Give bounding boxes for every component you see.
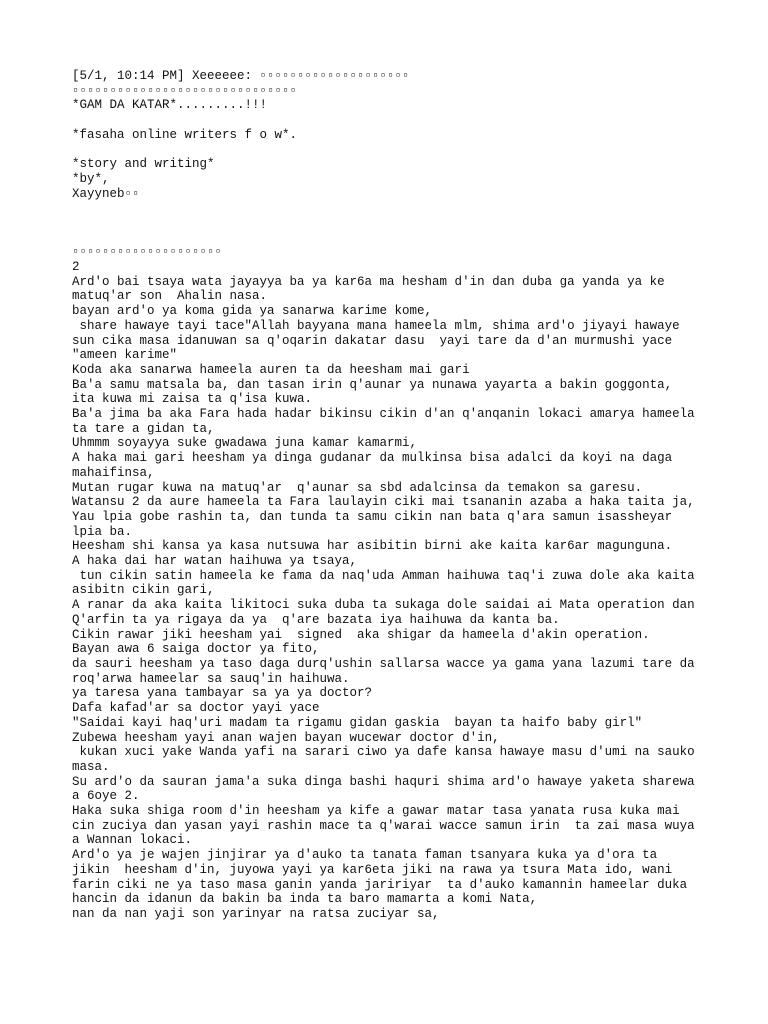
body-line: Bayan awa 6 saiga doctor ya fito, <box>72 642 320 657</box>
document-body <box>72 245 708 936</box>
body-line: cin zuciya dan yasan yayi rashin mace ta q'warai wacce samun irin ta zai masa wuya <box>72 818 695 833</box>
body-line: roq'arwa hameelar sa sauq'in haihuwa. <box>72 671 350 686</box>
body-line: Zubewa heesham yayi anan wajen bayan wucewar doctor d'in, <box>72 730 500 745</box>
document-page <box>72 69 708 936</box>
body-line: a Wannan lokaci. <box>72 833 193 848</box>
chapter-number: 2 <box>72 260 80 274</box>
body-line: farin ciki ne ya taso masa ganin yanda jaririyar ta d'auko kamannin hameelar duka <box>72 877 688 892</box>
body-line: Koda aka sanarwa hameela auren ta da heesham mai gari <box>72 362 470 377</box>
by-label: *by*, <box>72 171 110 186</box>
story-title: *GAM DA KATAR*.........!!! <box>72 98 268 113</box>
section-gap <box>72 201 708 245</box>
body-line: matuq'ar son Ahalin nasa. <box>72 289 268 304</box>
body-line: a 6oye 2. <box>72 789 140 804</box>
body-line: asibitn cikin gari, <box>72 583 215 598</box>
body-line: "Saidai kayi haq'uri madam ta rigamu gidan gaskia bayan ta haifo baby girl" <box>72 715 643 730</box>
body-line: Mutan rugar kuwa na matuq'ar q'aunar sa sbd adalcinsa da temakon sa garesu. <box>72 480 643 495</box>
body-line: masa. <box>72 759 110 774</box>
body-line: mahaifinsa, <box>72 465 155 480</box>
body-line: Ard'o ya je wajen jinjirar ya d'auko ta tanata faman tsanyara kuka ya d'ora ta <box>72 848 658 863</box>
body-line: Haka suka shiga room d'in heesham ya kife a gawar matar tasa yanata rusa kuka mai <box>72 804 680 819</box>
body-line: hancin da idanun da bakin ba inda ta baro mamarta a komi Nata, <box>72 892 538 907</box>
body-line: da sauri heesham ya taso daga durq'ushin sallarsa wacce ya gama yana lazumi tare da <box>72 656 695 671</box>
body-line: lpia ba. <box>72 524 133 539</box>
body-line: Cikin rawar jiki heesham yai signed aka shigar da hameela d'akin operation. <box>72 627 650 642</box>
body-line: A haka mai gari heesham ya dinga gudanar da mulkinsa bisa adalci da koyi na daga <box>72 451 673 466</box>
body-line: A ranar da aka kaita likitoci suka duba ta sukaga dole saidai ai Mata operation dan <box>72 598 695 613</box>
story-and-writing: *story and writing* <box>72 157 215 172</box>
body-line: ya taresa yana tambayar sa ya ya doctor? <box>72 686 373 701</box>
body-line: Q'arfin ta ya rigaya da ya q'are bazata iya haihuwa da kanta ba. <box>72 612 560 627</box>
body-line: sun cika masa idanuwan sa q'oqarin dakatar dasu yayi tare da d'an murmushi yace <box>72 333 673 348</box>
body-line: "ameen karime" <box>72 348 178 363</box>
body-line: bayan ard'o ya koma gida ya sanarwa karime kome, <box>72 304 433 319</box>
body-line: Ard'o bai tsaya wata jayayya ba ya kar6a ma hesham d'in dan duba ga yanda ya ke <box>72 274 665 289</box>
body-line: Dafa kafad'ar sa doctor yayi yace <box>72 701 320 716</box>
body-line: Ba'a samu matsala ba, dan tasan irin q'aunar ya nunawa yayarta a bakin goggonta, <box>72 377 673 392</box>
body-line: ta tare a gidan ta, <box>72 421 215 436</box>
body-line <box>72 922 708 937</box>
body-line: jikin heesham d'in, juyowa yayi ya kar6eta jiki na rawa ya tsura Mata ido, wani <box>72 862 673 877</box>
body-line: kukan xuci yake Wanda yafi na sarari ciwo ya dafe kansa hawaye masu d'umi na sauko <box>72 745 695 760</box>
body-line: Ba'a jima ba aka Fara hada hadar bikinsu cikin d'an q'anqanin lokaci amarya hameela <box>72 407 695 422</box>
body-line: ita kuwa mi zaisa ta q'isa kuwa. <box>72 392 313 407</box>
blank-line <box>72 143 708 158</box>
blank-line <box>72 113 708 128</box>
writers-group: *fasaha online writers f o w*. <box>72 127 298 142</box>
body-line: Su ard'o da sauran jama'a suka dinga bashi haquri shima ard'o hawaye yaketa sharewa <box>72 774 695 789</box>
body-line: tun cikin satin hameela ke fama da naq'uda Amman haihuwa taq'i zuwa dole aka kaita <box>72 568 695 583</box>
document-header <box>72 69 708 201</box>
body-line: A haka dai har watan haihuwa ya tsaya, <box>72 554 358 569</box>
body-line: Uhmmm soyayya suke gwadawa juna kamar kamarmi, <box>72 436 418 451</box>
placeholder-glyph-line: ▫▫▫▫▫▫▫▫▫▫▫▫▫▫▫▫▫▫▫▫▫▫▫▫▫▫▫▫▫▫ <box>72 83 298 98</box>
body-line: Heesham shi kansa ya kasa nutsuwa har asibitin birni ake kaita kar6ar magunguna. <box>72 539 673 554</box>
body-line: Yau lpia gobe rashin ta, dan tunda ta samu cikin nan bata q'ara samun isassheyar <box>72 509 673 524</box>
body-line: share hawaye tayi tace"Allah bayyana mana hameela mlm, shima ard'o jiyayi hawaye <box>72 318 680 333</box>
section-divider: ▫▫▫▫▫▫▫▫▫▫▫▫▫▫▫▫▫▫▫▫ <box>72 245 223 260</box>
author-name: Xayyneb▫▫ <box>72 186 140 201</box>
chat-timestamp-line: [5/1, 10:14 PM] Xeeeeee: ▫▫▫▫▫▫▫▫▫▫▫▫▫▫▫▫▫▫▫▫ <box>72 69 410 83</box>
body-line: Watansu 2 da aure hameela ta Fara laulayin ciki mai tsananin azaba a haka taita ja, <box>72 495 695 510</box>
body-line: nan da nan yaji son yarinyar na ratsa zuciyar sa, <box>72 906 440 921</box>
